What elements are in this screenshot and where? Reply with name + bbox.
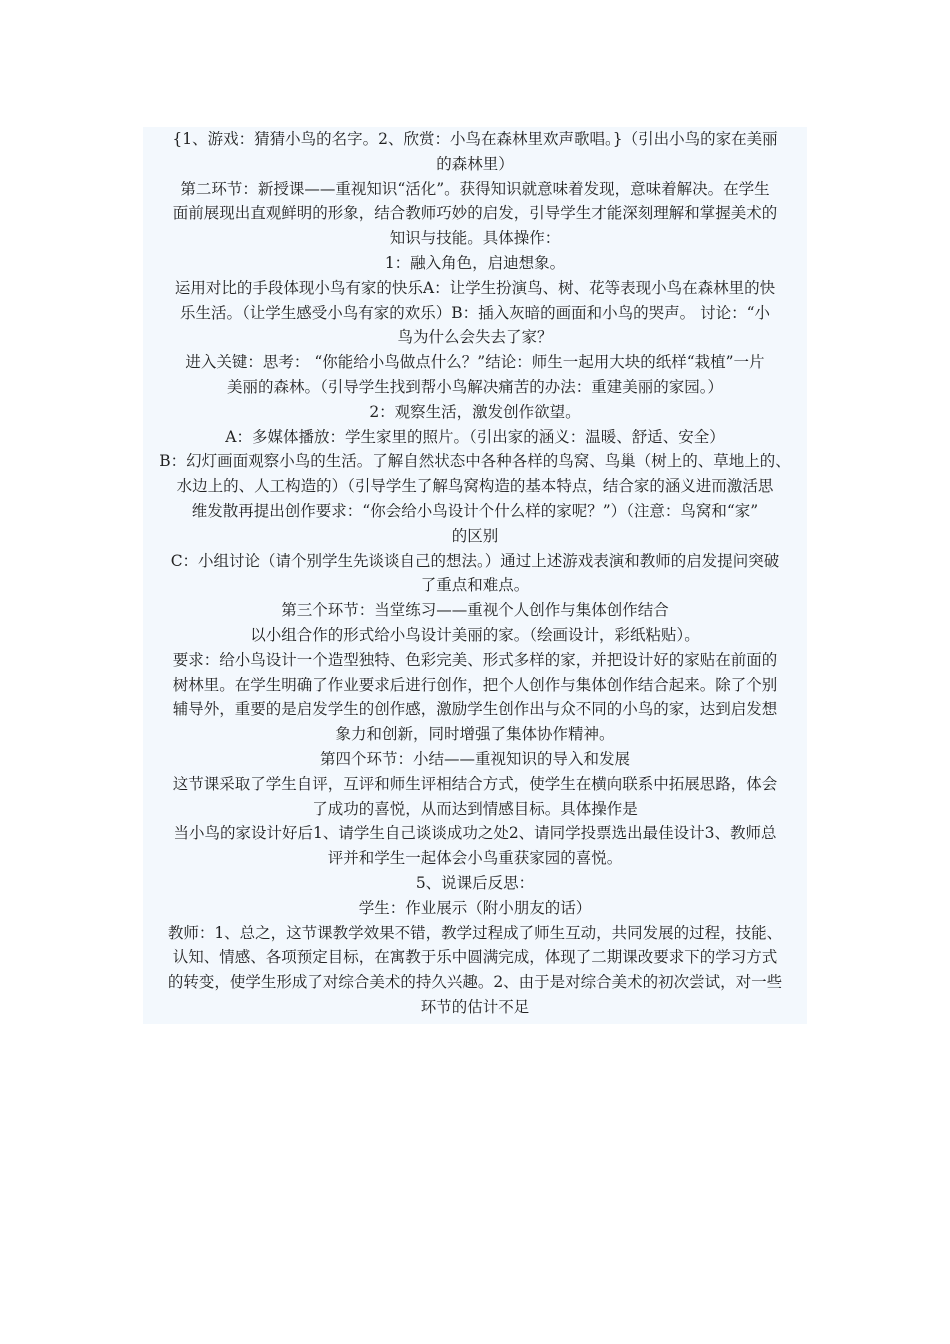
text-line: 维发散再提出创作要求：“你会给小鸟设计个什么样的家呢？”）（注意：鸟窝和“家” [191, 501, 759, 520]
text-line: 知识与技能。具体操作： [389, 229, 561, 248]
text-line: 鸟为什么会失去了家？ [397, 328, 553, 347]
text-line: 美丽的森林。（引导学生找到帮小鸟解决痛苦的办法：重建美丽的家园。） [226, 377, 723, 396]
document-text-block [143, 127, 807, 1024]
text-line: 面前展现出直观鲜明的形象，结合教师巧妙的启发，引导学生才能深刻理解和掌握美术的 [172, 204, 778, 223]
text-line: 这节课采取了学生自评，互评和师生评相结合方式，使学生在横向联系中拓展思路，体会 [172, 774, 778, 793]
text-line: 进入关键：思考： “你能给小鸟做点什么？”结论：师生一起用大块的纸样“栽植”一片 [185, 353, 765, 372]
text-line: 认知、情感、各项预定目标，在寓教于乐中圆满完成，体现了二期课改要求下的学习方式 [172, 948, 778, 967]
text-line: C：小组讨论（请个别学生先谈谈自己的想法。）通过上述游戏表演和教师的启发提问突破 [170, 551, 780, 570]
text-line: 树林里。在学生明确了作业要求后进行创作，把个人创作与集体创作结合起来。除了个别 [172, 675, 778, 694]
text-line: 运用对比的手段体现小鸟有家的快乐A：让学生扮演鸟、树、花等表现小鸟在森林里的快 [174, 278, 776, 297]
text-line: 5、说课后反思： [415, 873, 535, 892]
text-line: 的森林里） [436, 154, 514, 173]
text-line: 的转变，使学生形成了对综合美术的持久兴趣。2、由于是对综合美术的初次尝试，对一些 [167, 973, 783, 992]
text-line: 了成功的喜悦，从而达到情感目标。具体操作是 [312, 799, 638, 818]
text-line: 的区别 [451, 526, 499, 545]
text-line: 象力和创新，同时增强了集体协作精神。 [335, 725, 615, 744]
text-line: 了重点和难点。 [420, 576, 530, 595]
text-line: 要求：给小鸟设计一个造型独特、色彩完美、形式多样的家，并把设计好的家贴在前面的 [172, 650, 778, 669]
text-line: 当小鸟的家设计好后1、请学生自己谈谈成功之处2、请同学投票选出最佳设计3、教师总 [173, 824, 777, 843]
text-line: 环节的估计不足 [420, 997, 530, 1016]
text-line: 乐生活。（让学生感受小鸟有家的欢乐）B：插入灰暗的画面和小鸟的哭声。 讨论：“小 [180, 303, 770, 322]
text-line: {1、游戏：猜猜小鸟的名字。2、欣赏：小鸟在森林里欢声歌唱。}（引出小鸟的家在美丽 [172, 130, 778, 148]
text-line: 水边上的、人工构造的）（引导学生了解鸟窝构造的基本特点，结合家的涵义进而激活思 [176, 477, 774, 496]
text-line: 2：观察生活，激发创作欲望。 [369, 402, 581, 421]
text-line: 学生：作业展示（附小朋友的话） [358, 898, 592, 917]
text-line: 第三个环节：当堂练习——重视个人创作与集体创作结合 [281, 601, 669, 620]
text-line: B：幻灯画面观察小鸟的生活。了解自然状态中各种各样的鸟窝、鸟巢（树上的、草地上的、 [159, 452, 791, 471]
text-line: 以小组合作的形式给小鸟设计美丽的家。（绘画设计，彩纸粘贴）。 [250, 625, 700, 644]
text-line: A：多媒体播放：学生家里的照片。（引出家的涵义：温暖、舒适、安全） [225, 427, 725, 446]
text-line: 第四个环节：小结——重视知识的导入和发展 [319, 749, 630, 768]
text-line: 教师：1、总之，这节课教学效果不错，教学过程成了师生互动，共同发展的过程，技能、 [167, 923, 783, 942]
text-line: 第二环节：新授课——重视知识“活化”。获得知识就意味着发现，意味着解决。在学生 [180, 179, 770, 198]
text-line: 辅导外，重要的是启发学生的创作感，激励学生创作出与众不同的小鸟的家，达到启发想 [172, 700, 778, 719]
text-line: 1：融入角色，启迪想象。 [384, 253, 566, 272]
text-line: 评并和学生一起体会小鸟重获家园的喜悦。 [327, 849, 623, 868]
